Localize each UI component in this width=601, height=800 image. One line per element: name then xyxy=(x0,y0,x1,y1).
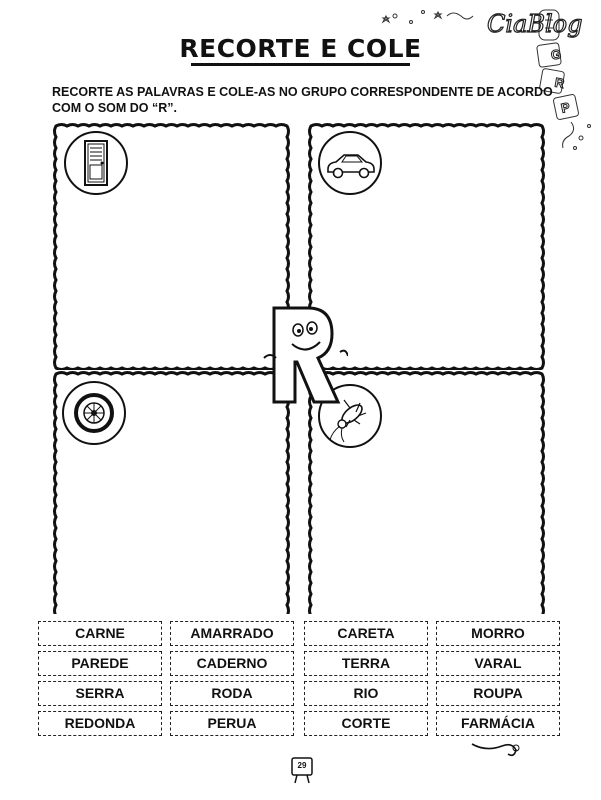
svg-text:R: R xyxy=(553,74,566,92)
page-number xyxy=(289,755,315,785)
door-icon xyxy=(64,131,128,195)
word-card[interactable]: TERRA xyxy=(304,651,428,676)
svg-text:P: P xyxy=(559,99,572,116)
word-card[interactable]: MORRO xyxy=(436,621,560,646)
word-card[interactable]: CADERNO xyxy=(170,651,294,676)
word-card[interactable]: REDONDA xyxy=(38,711,162,736)
word-card[interactable]: ROUPA xyxy=(436,681,560,706)
page-number-label: 29 xyxy=(297,761,307,770)
word-card[interactable]: AMARRADO xyxy=(170,621,294,646)
word-card[interactable]: PERUA xyxy=(170,711,294,736)
letter-r-mascot xyxy=(262,300,348,415)
car-icon xyxy=(318,131,382,195)
word-card[interactable]: RODA xyxy=(170,681,294,706)
word-card[interactable]: CARETA xyxy=(304,621,428,646)
word-card[interactable]: CORTE xyxy=(304,711,428,736)
word-card[interactable]: PAREDE xyxy=(38,651,162,676)
word-card[interactable]: FARMÁCIA xyxy=(436,711,560,736)
title-underline xyxy=(191,63,410,66)
word-card[interactable]: SERRA xyxy=(38,681,162,706)
swirl-decoration xyxy=(470,738,530,758)
page-title: RECORTE E COLE xyxy=(179,34,422,63)
tire-icon xyxy=(62,381,126,445)
brand-logo: CiaBlog xyxy=(487,10,583,38)
instructions: RECORTE AS PALAVRAS E COLE-AS NO GRUPO CORRESPONDENTE DE ACORDO COM O SOM DO “R”. xyxy=(52,85,553,115)
word-card[interactable]: VARAL xyxy=(436,651,560,676)
svg-text:G: G xyxy=(550,46,563,63)
word-card[interactable]: RIO xyxy=(304,681,428,706)
word-card[interactable]: CARNE xyxy=(38,621,162,646)
